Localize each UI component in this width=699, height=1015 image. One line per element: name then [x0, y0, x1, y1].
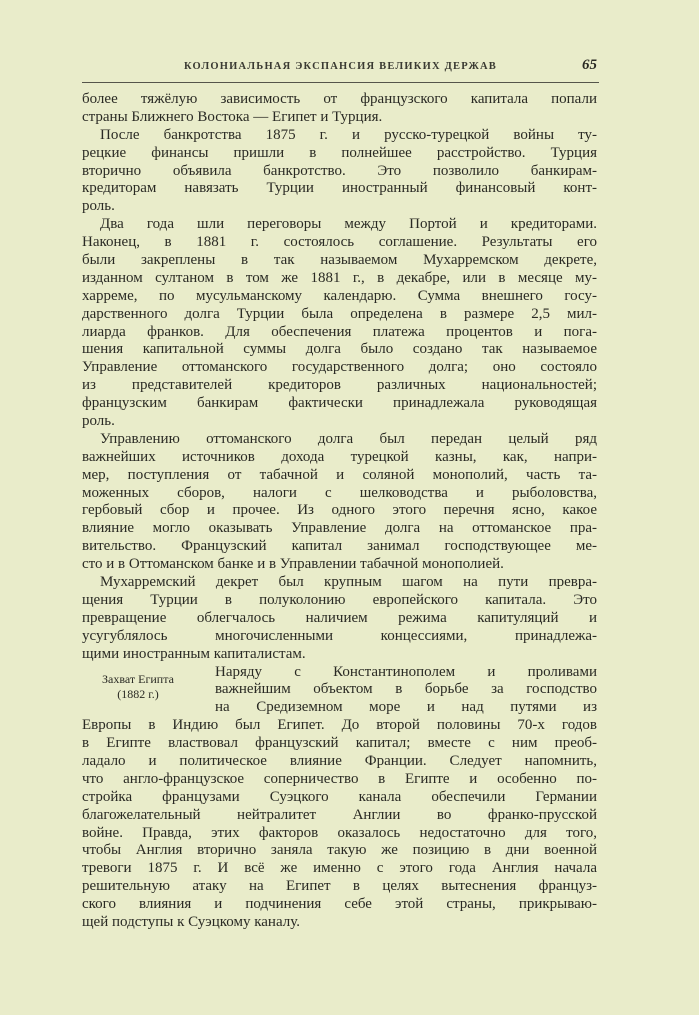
text-line: гербовый сбор и прочее. Из одного этого перечня ясно, какое [82, 502, 597, 519]
text-line: тревоги 1875 г. И всё же именно с этого года Англия начала [82, 860, 597, 877]
text-line: щими иностранным капиталистам. [82, 645, 306, 662]
text-line: ского влияния и подчинения себе этой страны, прикрываю- [82, 896, 597, 913]
text-line: мер, поступления от табачной и соляной монополий, часть та- [82, 466, 597, 483]
text-line: важнейшим объектом в борьбе за господство [215, 681, 597, 698]
text-line: на Средиземном море и над путями из [215, 699, 597, 716]
text-line: вительство. Французский капитал занимал господствующее ме- [82, 538, 597, 555]
text-line: дарственного долга Турции была определена в размере 2,5 мил- [82, 305, 597, 322]
text-line: что англо-французское соперничество в Египте и особенно по- [82, 770, 597, 787]
text-line: Европы в Индию был Египет. До второй половины 70-х годов [82, 717, 597, 734]
text-line: изданном султаном в том же 1881 г., в декабре, или в месяце му- [82, 269, 597, 286]
text-line: После банкротства 1875 г. и русско-турецкой войны ту- [100, 126, 597, 143]
text-line: лиарда франков. Для обеспечения платежа процентов и пога- [82, 323, 597, 340]
margin-note-date: (1882 г.) [117, 687, 159, 701]
text-line: роль. [82, 413, 115, 430]
text-line: страны Ближнего Востока — Египет и Турция. [82, 108, 383, 125]
text-line: щей подступы к Суэцкому каналу. [82, 913, 300, 930]
running-title: КОЛОНИАЛЬНАЯ ЭКСПАНСИЯ ВЕЛИКИХ ДЕРЖАВ [183, 61, 498, 72]
text-line: Наряду с Константинополем и проливами [215, 663, 597, 680]
text-line: важнейших источников дохода турецкой казны, как, напри- [82, 448, 597, 465]
text-line: Мухарремский декрет был крупным шагом на пути превра- [100, 574, 597, 591]
margin-note-title: Захват Египта [102, 672, 174, 686]
text-line: Управлению оттоманского долга был передан целый ряд [100, 430, 597, 447]
page-number: 65 [582, 57, 597, 73]
text-line: усугублялось многочисленными концессиями, принадлежа- [82, 627, 597, 644]
text-line: французским банкирам фактически принадлежала руководящая [82, 395, 597, 412]
text-line: шения капитальной суммы долга было создано так называемое [82, 341, 597, 358]
text-line: более тяжёлую зависимость от французского капитала попали [82, 91, 597, 107]
text-line: из представителей кредиторов различных национальностей; [82, 377, 597, 394]
text-line: щения Турции в полуколонию европейского капитала. Это [82, 591, 597, 608]
text-line: сто и в Оттоманском банке и в Управлении табачной монополией. [82, 556, 504, 573]
text-line: решительную атаку на Египет в целях вытеснения француз- [82, 878, 597, 895]
text-line: Наконец, в 1881 г. состоялось соглашение. Результаты его [82, 234, 597, 251]
text-line: моженных сборов, налоги с шелководства и рыболовства, [82, 484, 597, 501]
text-line: харреме, по мусульманскому календарю. Сумма внешнего госу- [82, 287, 597, 304]
text-line: благожелательный нейтралитет Англии во франко-прусской [82, 806, 597, 823]
text-line: превращение облегчалось наличием режима капитуляций и [82, 609, 597, 626]
text-line: ладало и политическое влияние Франции. Следует напомнить, [82, 752, 597, 769]
text-line: стройка французами Суэцкого канала обеспечили Германии [82, 788, 597, 805]
text-line: Управление оттоманского государственного долга; оно состояло [82, 359, 597, 376]
text-line: в Египте властвовал французский капитал; вместе с ним преоб- [82, 735, 597, 752]
text-line: были закреплены в так называемом Мухарремском декрете, [82, 252, 597, 269]
text-line: чтобы Англия вторично заняла такую же позицию в дни военной [82, 842, 597, 859]
text-line: роль. [82, 198, 115, 215]
text-line: войне. Правда, этих факторов оказалось недостаточно для того, [82, 824, 597, 841]
text-line: рецкие финансы пришли в полнейшее расстройство. Турция [82, 144, 597, 161]
text-line: влияние могло оказывать Управление долга на оттоманское пра- [82, 520, 597, 537]
text-line: кредиторам навязать Турции иностранный финансовый конт- [82, 180, 597, 197]
text-line: вторично объявила банкротство. Это позволило банкирам- [82, 162, 597, 179]
running-header [82, 58, 599, 83]
body-text [82, 91, 597, 932]
text-line: Два года шли переговоры между Портой и кредиторами. [100, 216, 597, 233]
